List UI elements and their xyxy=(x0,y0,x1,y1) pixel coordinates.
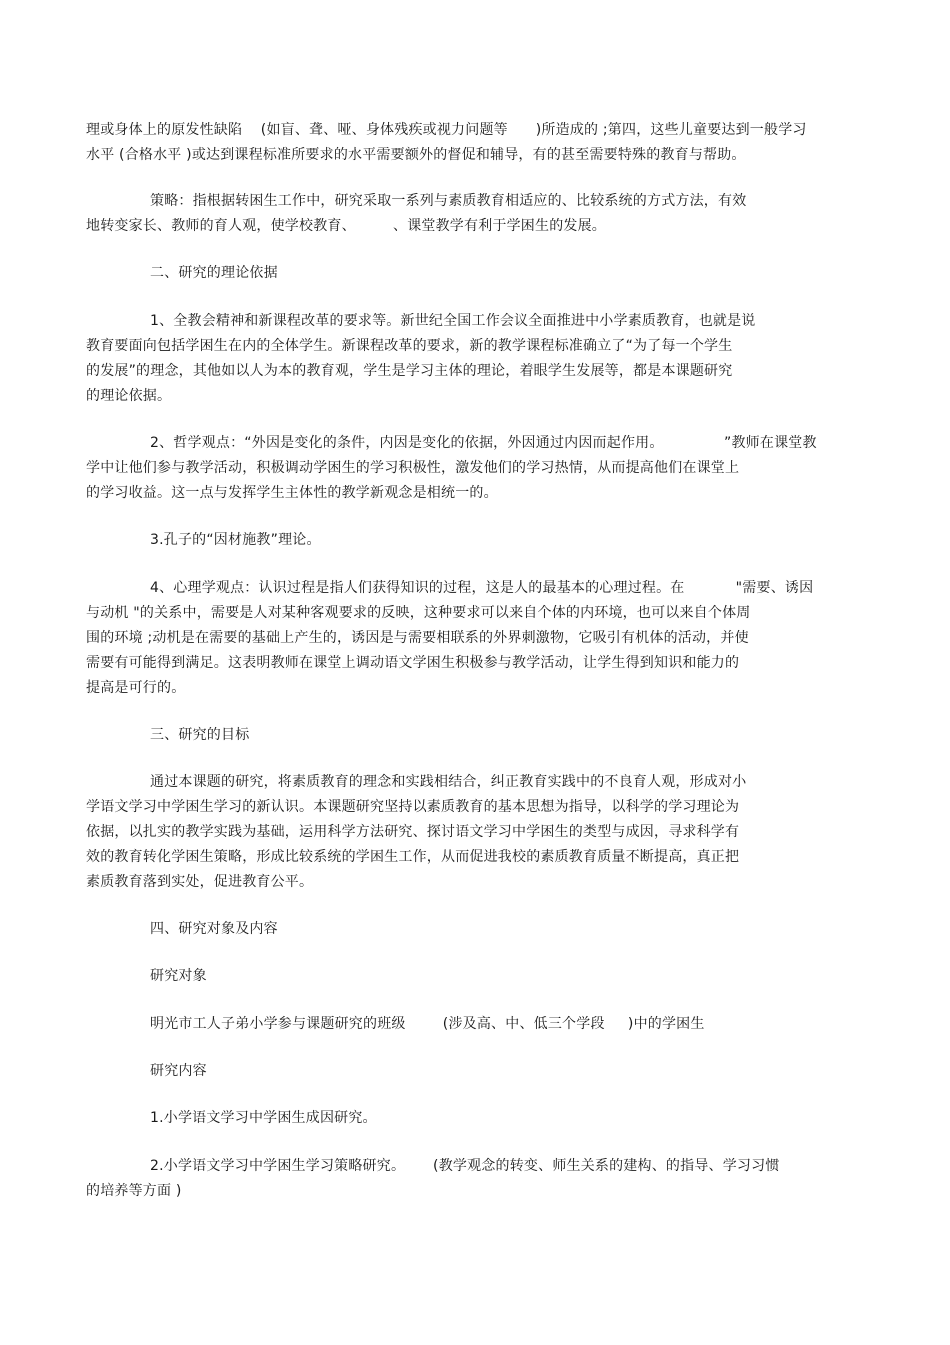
section-heading-goals: 三、研究的目标 xyxy=(150,727,250,743)
text-line-10: 2、哲学观点：“外因是变化的条件，内因是变化的依据，外因通过内因而起作用。 ”教师在课堂教 xyxy=(150,435,817,451)
section-heading-objects: 四、研究对象及内容 xyxy=(150,921,278,937)
text-line-31: 的培养等方面 ) xyxy=(86,1183,182,1199)
text-line-07: 教育要面向包括学困生在内的全体学生。新课程改革的要求，新的教学课程标准确立了“为了每一个学生 xyxy=(86,338,733,354)
text-line-30: 2.小学语文学习中学困生学习策略研究。 (教学观念的转变、师生关系的建构、的指导、学习习惯 xyxy=(150,1158,780,1174)
text-line-16: 围的环境 ;动机是在需要的基础上产生的，诱因是与需要相联系的外界刺激物，它吸引有机体的活动，并使 xyxy=(86,630,749,646)
text-line-12: 的学习收益。这一点与发挥学生主体性的教学新观念是相统一的。 xyxy=(86,485,498,501)
section-heading-theory: 二、研究的理论依据 xyxy=(150,265,278,281)
subheading-research-object: 研究对象 xyxy=(150,968,207,984)
text-line-17: 需要有可能得到满足。这表明教师在课堂上调动语文学困生积极参与教学活动，让学生得到知识和能力的 xyxy=(86,655,740,671)
text-line-01: 理或身体上的原发性缺陷 (如盲、聋、哑、身体残疾或视力问题等 )所造成的 ;第四，这些儿童要达到一般学习 xyxy=(86,122,807,138)
text-line-11: 学中让他们参与教学活动，积极调动学困生的学习积极性，激发他们的学习热情，从而提高他们在课堂上 xyxy=(86,460,740,476)
text-line-02: 水平 (合格水平 )或达到课程标准所要求的水平需要额外的督促和辅导，有的甚至需要特殊的教育与帮助。 xyxy=(86,147,746,163)
text-line-08: 的发展”的理念，其他如以人为本的教育观，学生是学习主体的理论，着眼学生发展等，都是本课题研究 xyxy=(86,363,733,379)
text-line-21: 学语文学习中学困生学习的新认识。本课题研究坚持以素质教育的基本思想为指导，以科学的学习理论为 xyxy=(86,799,740,815)
text-line-24: 素质教育落到实处，促进教育公平。 xyxy=(86,874,314,890)
text-line-29: 1.小学语文学习中学困生成因研究。 xyxy=(150,1110,377,1126)
text-line-13: 3.孔子的“因材施教”理论。 xyxy=(150,532,321,548)
text-line-23: 效的教育转化学困生策略，形成比较系统的学困生工作，从而促进我校的素质教育质量不断提高，真正把 xyxy=(86,849,740,865)
text-line-06: 1、全教会精神和新课程改革的要求等。新世纪全国工作会议全面推进中小学素质教育，也就是说 xyxy=(150,313,756,329)
text-line-09: 的理论依据。 xyxy=(86,388,172,404)
subheading-research-content: 研究内容 xyxy=(150,1063,207,1079)
text-line-04: 地转变家长、教师的育人观，使学校教育、 、课堂教学有利于学困生的发展。 xyxy=(86,218,606,234)
text-line-20: 通过本课题的研究，将素质教育的理念和实践相结合，纠正教育实践中的不良育人观，形成对小 xyxy=(150,774,747,790)
text-line-14: 4、心理学观点：认识过程是指人们获得知识的过程，这是人的最基本的心理过程。在 "需要、诱因 xyxy=(150,580,814,596)
text-line-27: 明光市工人子弟小学参与课题研究的班级 (涉及高、中、低三个学段 )中的学困生 xyxy=(150,1016,705,1032)
text-line-03: 策略：指根据转困生工作中，研究采取一系列与素质教育相适应的、比较系统的方式方法，有效 xyxy=(150,193,747,209)
text-line-18: 提高是可行的。 xyxy=(86,680,186,696)
text-line-22: 依据，以扎实的教学实践为基础，运用科学方法研究、探讨语文学习中学困生的类型与成因，寻求科学有 xyxy=(86,824,740,840)
text-line-15: 与动机 "的关系中，需要是人对某种客观要求的反映，这种要求可以来自个体的内环境，也可以来自个体周 xyxy=(86,605,751,621)
